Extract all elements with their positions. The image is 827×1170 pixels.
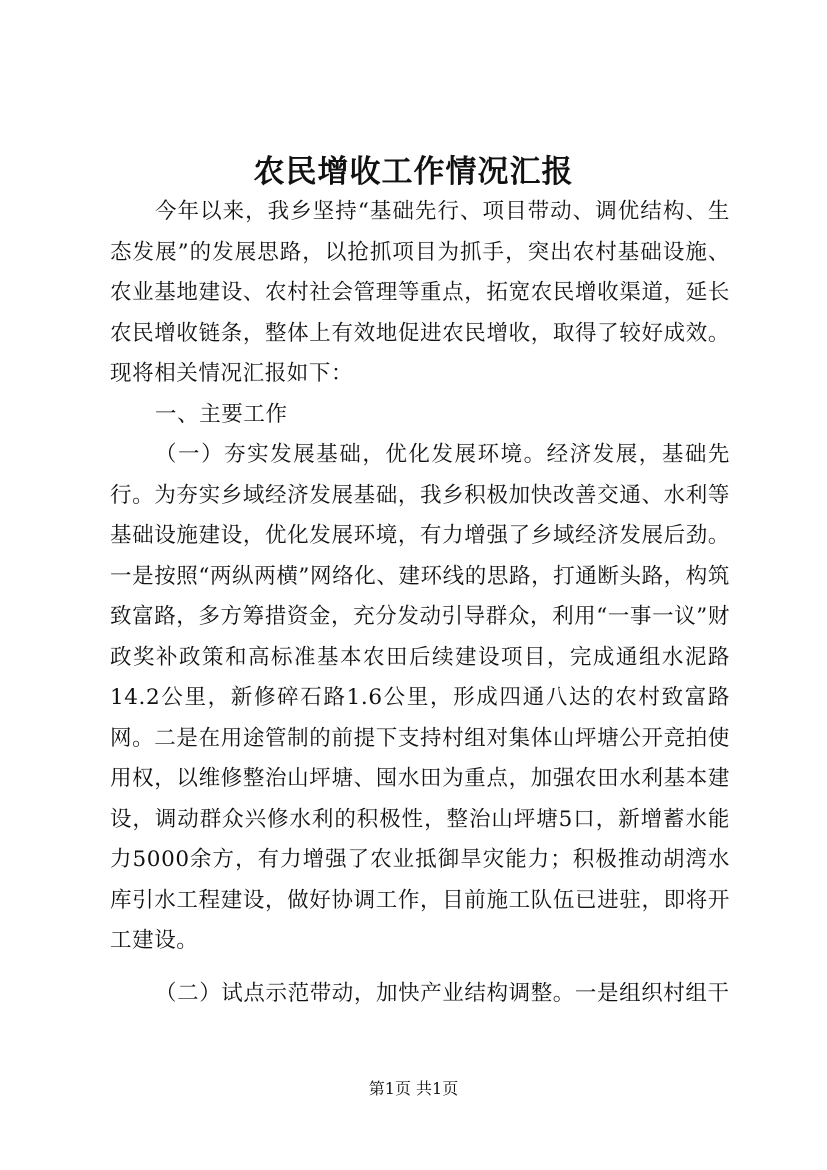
body-paragraph: （一）夯实发展基础，优化发展环境。经济发展，基础先行。为夯实乡域经济发展基础，我乡积极加快改善交通、水利等基础设施建设，优化发展环境，有力增强了乡域经济发展后劲。一是按照“两纵两横”网络化、建环线的思路，打通断头路，构筑致富路，多方筹措资金，充分发动引导群众，利用“一事一议”财政奖补政策和高标准基本农田后续建设项目，完成通组水泥路14.2公里，新修碎石路1.6公里，形成四通八达的农村致富路网。二是在用途管制的前提下支持村组对集体山坪塘公开竞拍使用权，以维修整治山坪塘、囤水田为重点，加强农田水利基本建设，调动群众兴修水利的积极性，整治山坪塘5口，新增蓄水能力5000余方，有力增强了农业抵御旱灾能力；积极推动胡湾水库引水工程建设，做好协调工作，目前施工队伍已进驻，即将开工建设。 [110, 442, 730, 953]
document-title: 农民增收工作情况汇报 [253, 154, 574, 190]
page-footer: 第1页 共1页 [368, 1079, 459, 1098]
intro-paragraph: 今年以来，我乡坚持“基础先行、项目带动、调优结构、生态发展”的发展思路，以抢抓项目为抓手，突出农村基础设施、农业基地建设、农村社会管理等重点，拓宽农民增收渠道，延长农民增收链条，整体上有效地促进农民增收，取得了较好成效。现将相关情况汇报如下： [110, 199, 730, 386]
section-heading: 一、主要工作 [155, 401, 288, 427]
document-body [110, 192, 730, 1014]
body-paragraph: （二）试点示范带动，加快产业结构调整。一是组织村组干 [155, 980, 730, 1006]
